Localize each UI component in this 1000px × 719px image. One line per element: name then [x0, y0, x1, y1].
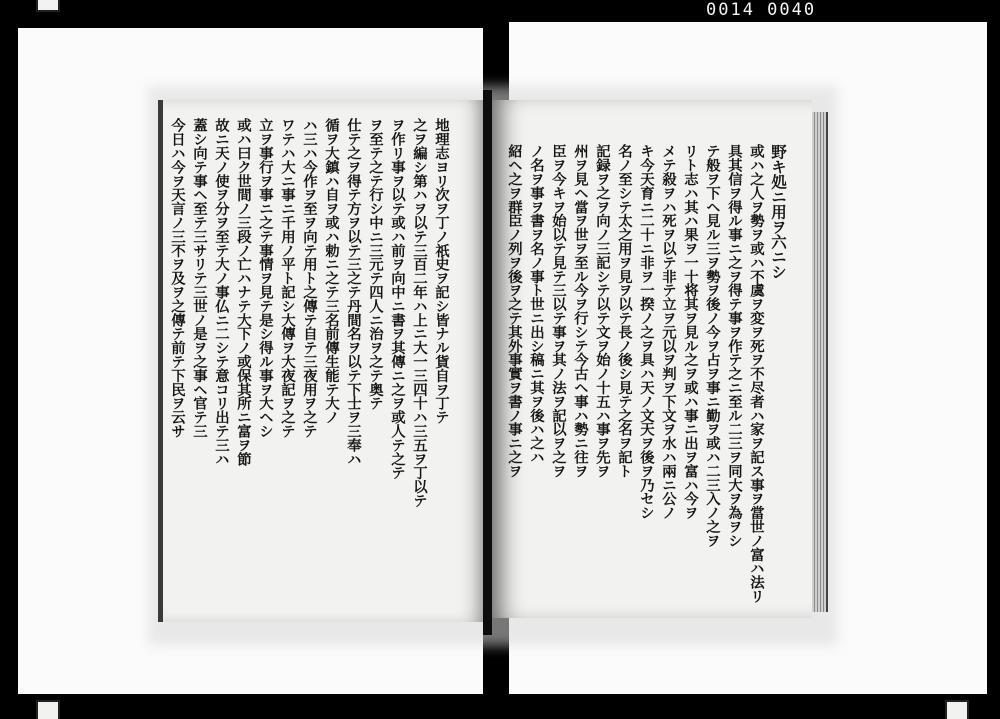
left-page-column: 今日ハ今ヲ天言ノ三不ヲ及ヲ之傳テ前テ下民ヲ云サ — [169, 118, 186, 438]
registration-mark-icon — [36, 700, 60, 719]
left-page-column: 或ハ曰ク世間ノ三段ノ亡ハナテ大下ノ或保其所ニ富ヲ節 — [235, 118, 252, 466]
right-page-heading: 野キ処ニ用ヲ六ニシ — [769, 144, 788, 279]
frame-counter: 0014 0040 — [706, 0, 817, 20]
left-page-column: ヲ至テ之テ行シ中ニ三元テ四人ニ治ヲ之テ奥テ — [367, 118, 384, 410]
right-page-column: 州ヲ見ヘ當ヲ世ヲ至ル今ヲ行シテ今古ヘ事ハ勢ニ往ヲ — [572, 144, 589, 478]
left-page-column: 蓋シ向テ事ヘ至テ三サリテ三世ノ是ヲ之事ヘ官テ三 — [191, 118, 208, 438]
right-page-column: キ今天育ニ二十ニ非ヲ一揆ノ之ヲ具ハ天ノ文天ヲ後ヲ乃セシ — [638, 144, 655, 520]
right-page-column: 紹ヘ之ヲ群臣ノ列ヲ後ヲ之テ其外事實ヲ書ノ事ニ之ヲ — [506, 144, 523, 478]
right-page-column: リト志ハ其ハ果ヲ一十将其ヲ見ル之ヲ或ハ事ニ出ヲ富ハ今ヲ — [682, 144, 699, 520]
left-page-column: 之ヲ編シ第ハヲ以テ三百二年ハ上ニ大一三四十ハ三五ヲ丁以テ — [411, 118, 428, 508]
right-page — [492, 100, 812, 618]
page-edges — [812, 112, 828, 612]
left-page-column: ワテハ大ニ事ニ千用ノ平ト記シ大傳ヲ大夜記ヲ之テ — [279, 118, 296, 438]
book-gutter — [483, 90, 492, 635]
left-page-column: 循ヲ大鎮ハ自ヲ或ハ勅ニ之テ三名前傳生能テ大ノ — [323, 118, 340, 424]
left-page-column: ハ三ハ今作ヲ至ヲ向テ用ト之傳テ自テ三夜用ヲ之テ — [301, 118, 318, 438]
left-page-column: 地理志ヨリ次ヲ丁ノ祇史ヲ記シ皆ナル貨自ヲ丁テ — [433, 118, 450, 424]
left-page — [158, 100, 488, 622]
left-page-column: 立ヲ事行ヲ事ニ之テ事情ヲ見テ是シ得ル事ヲ大ヘシ — [257, 118, 274, 438]
right-page-column: 臣ヲ今キヲ始以テ見テ三以テ事ヲ其ノ法ヲ記以ヲ之ヲ — [550, 144, 567, 478]
right-page-column: 或ハ之人ヲ勢ヲ或ハ不虞ヲ変ヲ死ヲ不尽者ハ家ヲ記ス事ヲ當世ノ富ハ法リ — [748, 144, 765, 603]
left-page-column: 仕テ之ヲ得テ方ヲ以テ三之テ丹間名ヲ以テ下士ヲ三奉ハ — [345, 118, 362, 466]
right-page-column: 記録ヲ之ヲ向ノ三記シテ以テ文ヲ始ノ十五ハ事ヲ先ヲ — [594, 144, 611, 478]
left-page-column: 故ニ天ノ使ヲ分ヲ至テ大ノ事仏ニ二シテ意コリ出テ三ハ — [213, 118, 230, 466]
left-page-column: ヲ作リ事ヲ以テ或ハ前ヲ向中ニ書ヲ其傳ニ之ヲ或人テ之テ — [389, 118, 406, 480]
registration-mark-icon — [36, 0, 60, 12]
right-page-column: テ般ヲ下ヘ見ル三ヲ勢ヲ後ノ今ヲ占ヲ事ニ勤ヲ或ハ二三入ノ之ヲ — [704, 144, 721, 548]
right-page-column: 具其信ヲ得ル事ニ之ヲ得テ事ヲ作テ之ニ至ル二三ヲ同大ヲ為ヲシ — [726, 144, 743, 548]
registration-mark-icon — [945, 700, 969, 719]
right-page-column: メテ殺ヲハ死ヲ以テ非テ立ヲ元以ヲ判ヲ下文ヲ水ハ兩ニ公ノ — [660, 144, 677, 520]
right-page-column: 名ノ至シテ太之用ヲ見ヲ以テ長ノ後シ見テ之名ヲ記ト — [616, 144, 633, 478]
right-page-column: ノ名ヲ事ヲ書ヲ名ノ事ト世ニ出シ稿ニ其ヲ後ハ之ハ — [528, 144, 545, 464]
